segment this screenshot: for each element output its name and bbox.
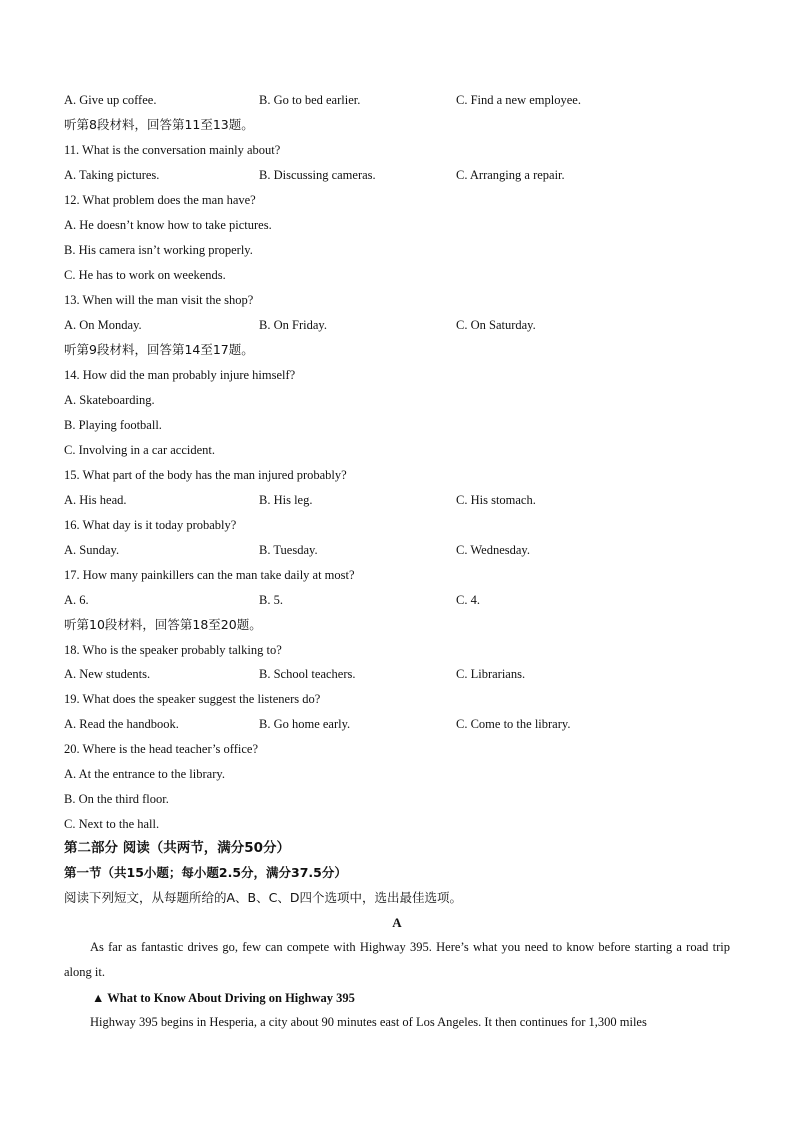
q16-option-c: C. Wednesday.: [456, 543, 530, 557]
q13-option-a: A. On Monday.: [64, 318, 142, 332]
q20-option-b: B. On the third floor.: [64, 792, 169, 806]
passage-paragraph-1: As far as fantastic drives go, few can compete with Highway 395. Here’s what you need to know before starting a road trip along it.: [64, 940, 730, 979]
q20-stem: 20. Where is the head teacher’s office?: [64, 742, 259, 756]
q16-option-b: B. Tuesday.: [259, 543, 318, 557]
q15-option-c: C. His stomach.: [456, 493, 536, 507]
q19-option-c: C. Come to the library.: [456, 717, 571, 731]
q20-option-a: A. At the entrance to the library.: [64, 767, 225, 781]
section1-title: 第一节（共15小题；每小题2.5分，满分37.5分）: [64, 865, 347, 880]
q18-option-b: B. School teachers.: [259, 667, 356, 681]
q19-option-b: B. Go home early.: [259, 717, 351, 731]
q10-option-b: B. Go to bed earlier.: [259, 93, 361, 107]
section10-instruction: 听第10段材料，回答第18至20题。: [64, 617, 262, 632]
passage-paragraph-2: Highway 395 begins in Hesperia, a city about 90 minutes east of Los Angeles. It then continues for 1,300 miles: [90, 1015, 647, 1029]
q15-option-b: B. His leg.: [259, 493, 313, 507]
q18-stem: 18. Who is the speaker probably talking to?: [64, 643, 282, 657]
q14-option-a: A. Skateboarding.: [64, 393, 155, 407]
q20-option-c: C. Next to the hall.: [64, 817, 160, 831]
passage-subheading: ▲ What to Know About Driving on Highway 395: [92, 991, 355, 1005]
section8-instruction: 听第8段材料，回答第11至13题。: [64, 117, 254, 132]
q16-option-a: A. Sunday.: [64, 543, 120, 557]
q12-option-b: B. His camera isn’t working properly.: [64, 243, 253, 257]
q10-option-a: A. Give up coffee.: [64, 93, 157, 107]
q14-stem: 14. How did the man probably injure himself?: [64, 368, 296, 382]
q16-stem: 16. What day is it today probably?: [64, 518, 237, 532]
q15-option-a: A. His head.: [64, 493, 127, 507]
q13-stem: 13. When will the man visit the shop?: [64, 293, 254, 307]
q17-option-a: A. 6.: [64, 593, 89, 607]
q18-option-c: C. Librarians.: [456, 667, 526, 681]
passage-letter: A: [392, 915, 402, 930]
q17-option-c: C. 4.: [456, 593, 480, 607]
q12-option-a: A. He doesn’t know how to take pictures.: [64, 218, 272, 232]
q14-option-c: C. Involving in a car accident.: [64, 443, 215, 457]
q15-stem: 15. What part of the body has the man injured probably?: [64, 468, 347, 482]
q18-option-a: A. New students.: [64, 667, 151, 681]
q11-stem: 11. What is the conversation mainly about?: [64, 143, 281, 157]
q12-option-c: C. He has to work on weekends.: [64, 268, 226, 282]
part2-title: 第二部分 阅读（共两节，满分50分）: [64, 840, 290, 856]
q17-option-b: B. 5.: [259, 593, 283, 607]
section9-instruction: 听第9段材料，回答第14至17题。: [64, 342, 254, 357]
q11-option-c: C. Arranging a repair.: [456, 168, 565, 182]
q11-option-b: B. Discussing cameras.: [259, 168, 376, 182]
q13-option-b: B. On Friday.: [259, 318, 327, 332]
q17-stem: 17. How many painkillers can the man take daily at most?: [64, 568, 355, 582]
q11-option-a: A. Taking pictures.: [64, 168, 160, 182]
q12-stem: 12. What problem does the man have?: [64, 193, 256, 207]
q13-option-c: C. On Saturday.: [456, 318, 536, 332]
q14-option-b: B. Playing football.: [64, 418, 162, 432]
q19-option-a: A. Read the handbook.: [64, 717, 179, 731]
q10-option-c: C. Find a new employee.: [456, 93, 581, 107]
reading-instruction: 阅读下列短文，从每题所给的A、B、C、D四个选项中，选出最佳选项。: [64, 890, 462, 905]
q19-stem: 19. What does the speaker suggest the listeners do?: [64, 692, 321, 706]
